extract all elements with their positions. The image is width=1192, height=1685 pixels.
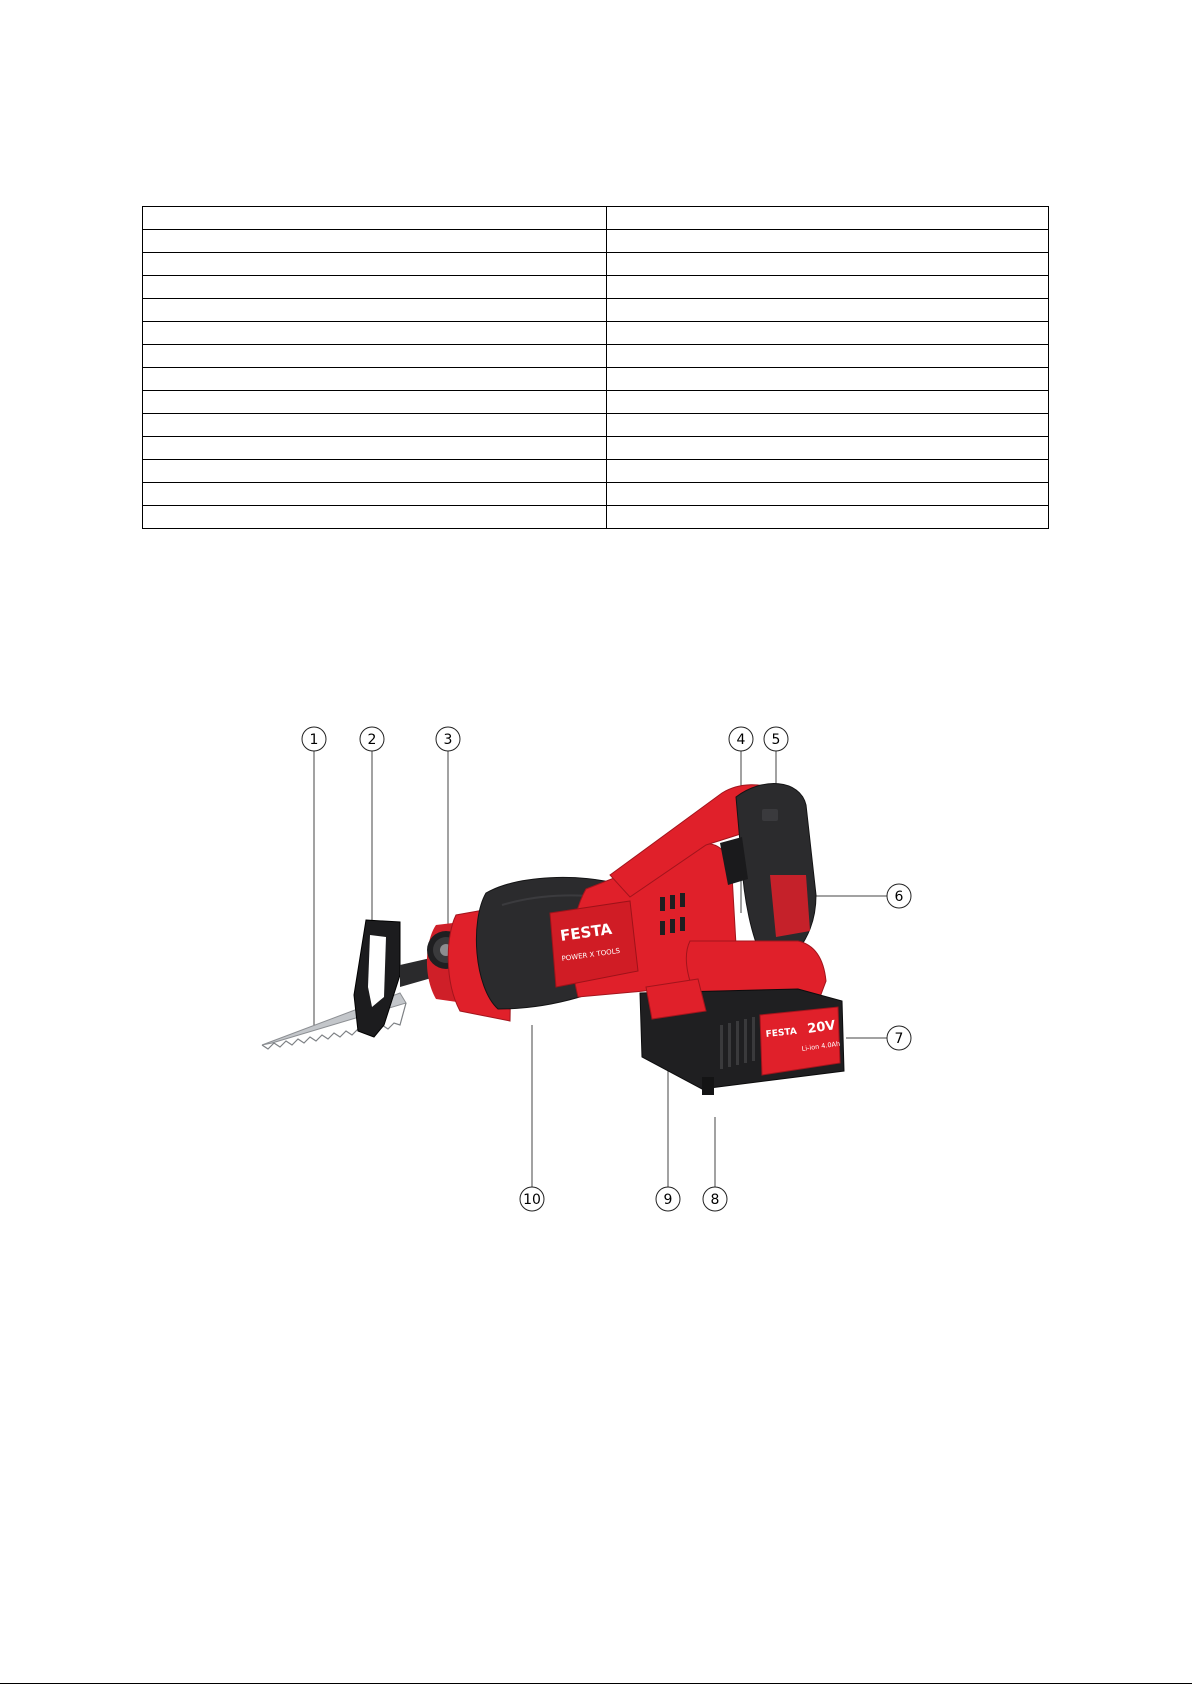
table-row [143, 368, 1049, 391]
table-cell [143, 345, 607, 368]
svg-text:4: 4 [736, 732, 746, 748]
callout-1 [302, 727, 326, 751]
battery-pack [640, 979, 844, 1095]
callout-4 [729, 727, 753, 751]
table-cell [143, 207, 607, 230]
brand-subtitle: POWER X TOOLS [561, 946, 621, 963]
table-cell [143, 230, 607, 253]
callout-3 [436, 727, 460, 751]
table-cell [143, 506, 607, 529]
table-row [143, 483, 1049, 506]
table-row [143, 460, 1049, 483]
table-cell [143, 368, 607, 391]
table-cell [607, 460, 1049, 483]
battery-release-button [702, 1077, 714, 1095]
spec-table-body [143, 207, 1049, 529]
battery-voltage: 20V [806, 1018, 837, 1037]
svg-text:1: 1 [309, 732, 319, 748]
brand-logo: FESTA [559, 919, 614, 945]
table-cell [607, 437, 1049, 460]
battery-spec: Li-ion 4.0Ah [801, 1039, 841, 1053]
svg-text:10: 10 [523, 1192, 541, 1208]
table-row [143, 299, 1049, 322]
table-cell [607, 230, 1049, 253]
callout-6 [887, 884, 911, 908]
svg-text:8: 8 [710, 1192, 720, 1208]
table-cell [143, 276, 607, 299]
svg-text:2: 2 [367, 732, 377, 748]
product-diagram [250, 725, 940, 1245]
table-row [143, 276, 1049, 299]
callout-8 [703, 1187, 727, 1211]
callout-9 [656, 1187, 680, 1211]
table-row [143, 437, 1049, 460]
table-cell [607, 299, 1049, 322]
table-row [143, 230, 1049, 253]
table-cell [607, 483, 1049, 506]
svg-text:3: 3 [443, 732, 453, 748]
table-row [143, 253, 1049, 276]
table-cell [607, 391, 1049, 414]
battery-brand: FESTA [765, 1026, 798, 1040]
table-cell [607, 345, 1049, 368]
table-cell [607, 368, 1049, 391]
lock-off-button [762, 809, 778, 821]
table-cell [143, 391, 607, 414]
callout-2 [360, 727, 384, 751]
table-row [143, 414, 1049, 437]
spec-table [142, 206, 1049, 529]
table-cell [143, 483, 607, 506]
callout-10 [520, 1187, 544, 1211]
svg-text:6: 6 [894, 889, 904, 905]
table-cell [143, 414, 607, 437]
callout-7 [887, 1026, 911, 1050]
table-cell [607, 253, 1049, 276]
svg-text:5: 5 [771, 732, 781, 748]
table-row [143, 506, 1049, 529]
table-row [143, 391, 1049, 414]
table-cell [143, 460, 607, 483]
table-row [143, 207, 1049, 230]
page-bottom-rule [0, 1683, 1192, 1684]
table-cell [607, 322, 1049, 345]
table-cell [607, 207, 1049, 230]
callout-5 [764, 727, 788, 751]
svg-text:7: 7 [894, 1031, 904, 1047]
table-cell [607, 276, 1049, 299]
table-cell [607, 414, 1049, 437]
table-cell [143, 322, 607, 345]
table-cell [143, 253, 607, 276]
svg-text:9: 9 [663, 1192, 673, 1208]
table-cell [607, 506, 1049, 529]
table-cell [143, 437, 607, 460]
table-cell [143, 299, 607, 322]
table-row [143, 345, 1049, 368]
table-row [143, 322, 1049, 345]
